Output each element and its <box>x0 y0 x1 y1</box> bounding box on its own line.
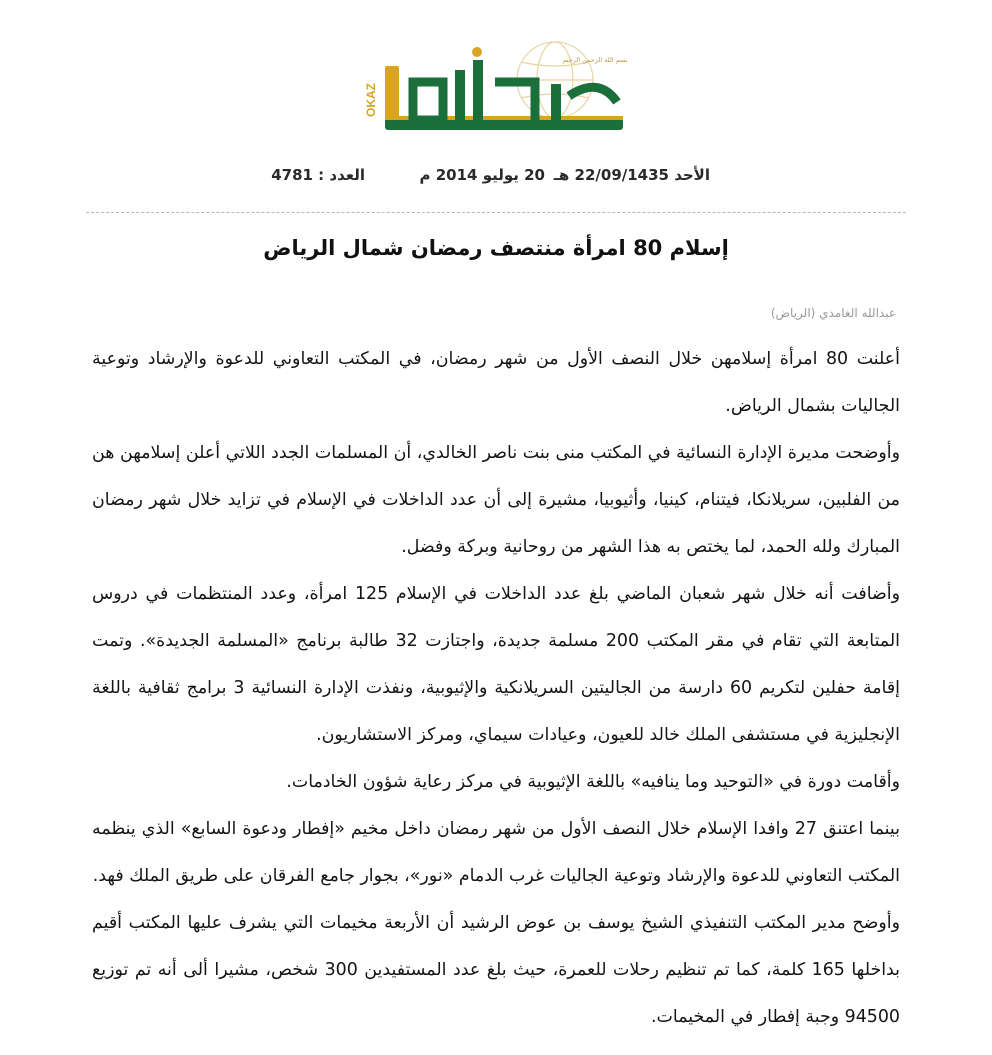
okaz-logo-mark <box>355 40 635 148</box>
article-headline: إسلام 80 امرأة منتصف رمضان شمال الرياض <box>263 236 729 260</box>
issue-hijri-date: الأحد 22/09/1435 هـ <box>553 166 710 184</box>
article-byline: عبدالله الغامدي (الرياض) <box>770 306 896 320</box>
article-paragraph: وأضافت أنه خلال شهر شعبان الماضي بلغ عدد الداخلات في الإسلام 125 امرأة، وعدد المنتظمات في دروس المتابعة التي تقام في مقر المكتب 200 مسلمة جديدة، واجتازت 32 طالبة برنامج «المسلمة الجديدة». وتمت إقامة حفلين لتكريم 60 دارسة من الجاليتين السريلانكية والإثيوبية، ونفذت الإدارة النسائية 3 برامج ثقافية باللغة الإنجليزية في مستشفى الملك خالد للعيون، وعيادات سيماي، ومركز الاستشاريون. <box>92 584 900 745</box>
article-paragraph: وأقامت دورة في «التوحيد وما ينافيه» باللغة الإثيوبية في مركز رعاية شؤون الخادمات. <box>286 772 900 792</box>
article-paragraph: أعلنت 80 امرأة إسلامهن خلال النصف الأول من شهر رمضان، في المكتب التعاوني للدعوة والإرشاد وتوعية الجاليات بشمال الرياض. <box>92 349 900 416</box>
article-body <box>92 336 900 1041</box>
article-paragraph: وأوضح مدير المكتب التنفيذي الشيخ يوسف بن عوض الرشيد أن الأربعة مخيمات التي يشرف عليها المكتب أقيم بداخلها 165 كلمة، كما تم تنظيم رحلات للعمرة، حيث بلغ عدد المستفيدين 300 شخص، مشيرا ألى أنه تم توزيع 94500 وجبة إفطار في المخيمات. <box>92 913 900 1027</box>
okaz-logo <box>355 40 635 148</box>
article-paragraph: بينما اعتنق 27 وافدا الإسلام خلال النصف الأول من شهر رمضان داخل مخيم «إفطار ودعوة السابع» الذي ينظمه المكتب التعاوني للدعوة والإرشاد وتوعية الجاليات غرب الدمام «نور»، بجوار جامع الفرقان على طريق الملك فهد. <box>92 819 900 886</box>
issue-gregorian-date: 20 يوليو 2014 م <box>419 166 545 184</box>
article-paragraph: وأوضحت مديرة الإدارة النسائية في المكتب منى بنت ناصر الخالدي، أن المسلمات الجدد اللاتي أعلن إسلامهن هن من الفلبين، سريلانكا، فيتنام، كينيا، وأثيوبيا، مشيرة إلى أن عدد الداخلات في الإسلام في تزايد خلال شهر رمضان المبارك ولله الحمد، لما يختص به هذا الشهر من روحانية وبركة وفضل. <box>92 443 900 557</box>
logo-basmala-text: بسم الله الرحمن الرحيم <box>562 56 628 64</box>
header-divider <box>86 212 906 213</box>
issue-number: العدد : 4781 <box>271 166 365 184</box>
issue-meta <box>260 166 730 190</box>
logo-latin-text: OKAZ <box>364 83 378 117</box>
